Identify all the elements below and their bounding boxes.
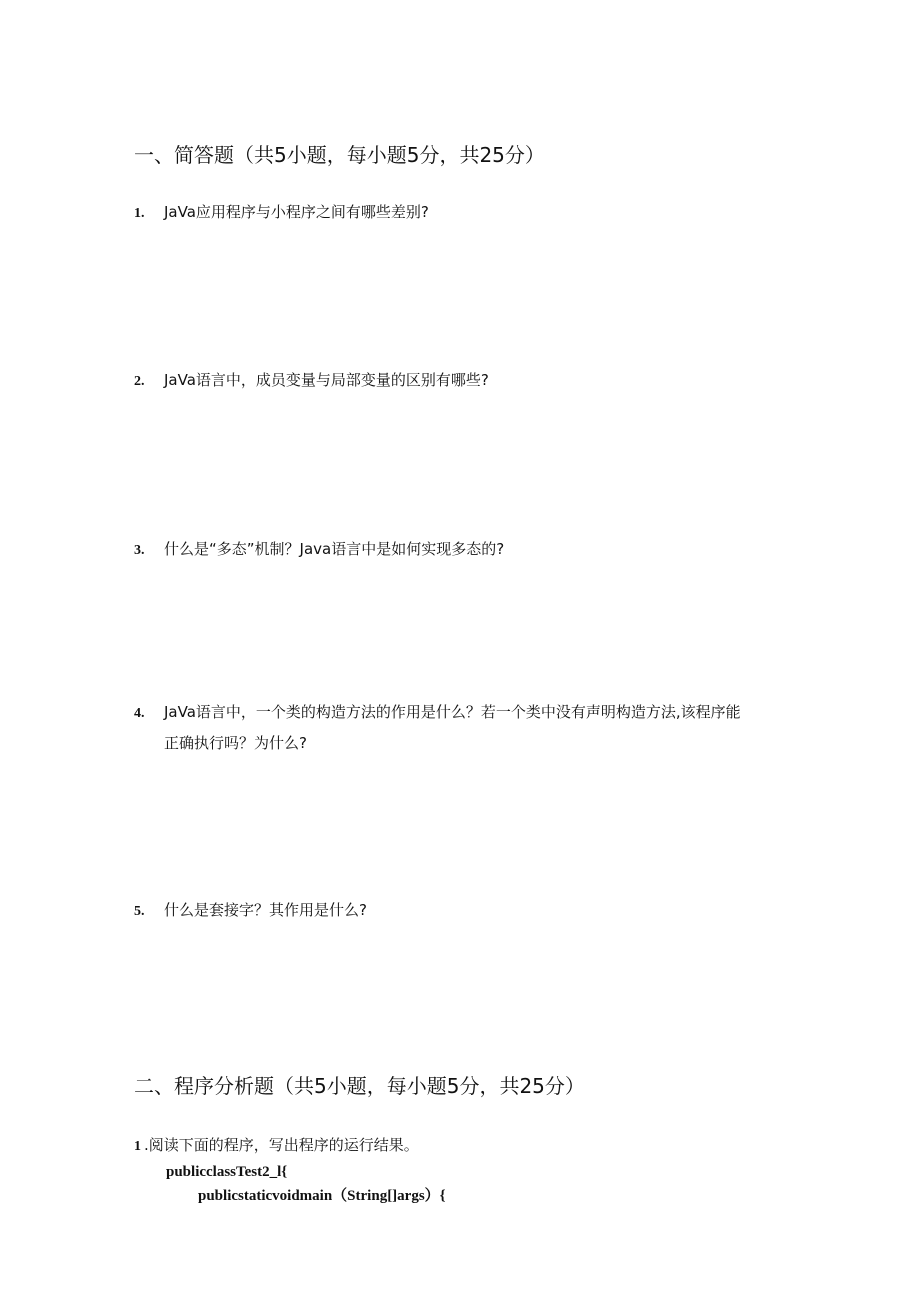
question-text: JaVa语言中，成员变量与局部变量的区别有哪些?	[164, 371, 489, 389]
section-2-question-1	[134, 1135, 419, 1157]
question-number: 4.	[134, 706, 145, 721]
question-text: JaVa语言中，一个类的构造方法的作用是什么？若一个类中没有声明构造方法,该程序能	[164, 703, 741, 721]
question-3	[134, 539, 504, 561]
question-number: 2.	[134, 374, 145, 389]
question-number: 1	[134, 1139, 141, 1154]
question-4-continuation: 正确执行吗？为什么?	[164, 734, 307, 752]
question-4	[134, 702, 741, 724]
code-line: publicstaticvoidmain（String[]args）{	[198, 1188, 446, 1204]
section-1-title: 一、简答题（共5小题，每小题5分，共25分）	[134, 143, 545, 167]
code-line: publicclassTest2_l{	[166, 1164, 288, 1180]
question-text: .阅读下面的程序，写出程序的运行结果。	[144, 1136, 419, 1154]
section-2-title: 二、程序分析题（共5小题，每小题5分，共25分）	[134, 1074, 585, 1098]
question-2	[134, 370, 489, 392]
question-number: 5.	[134, 904, 145, 919]
question-text: 什么是“多态”机制？Java语言中是如何实现多态的?	[164, 540, 505, 558]
question-text: 什么是套接字？其作用是什么?	[164, 901, 367, 919]
question-1	[134, 202, 429, 224]
question-number: 1.	[134, 206, 145, 221]
question-5	[134, 900, 367, 922]
question-text: JaVa应用程序与小程序之间有哪些差别?	[164, 203, 429, 221]
question-number: 3.	[134, 543, 145, 558]
